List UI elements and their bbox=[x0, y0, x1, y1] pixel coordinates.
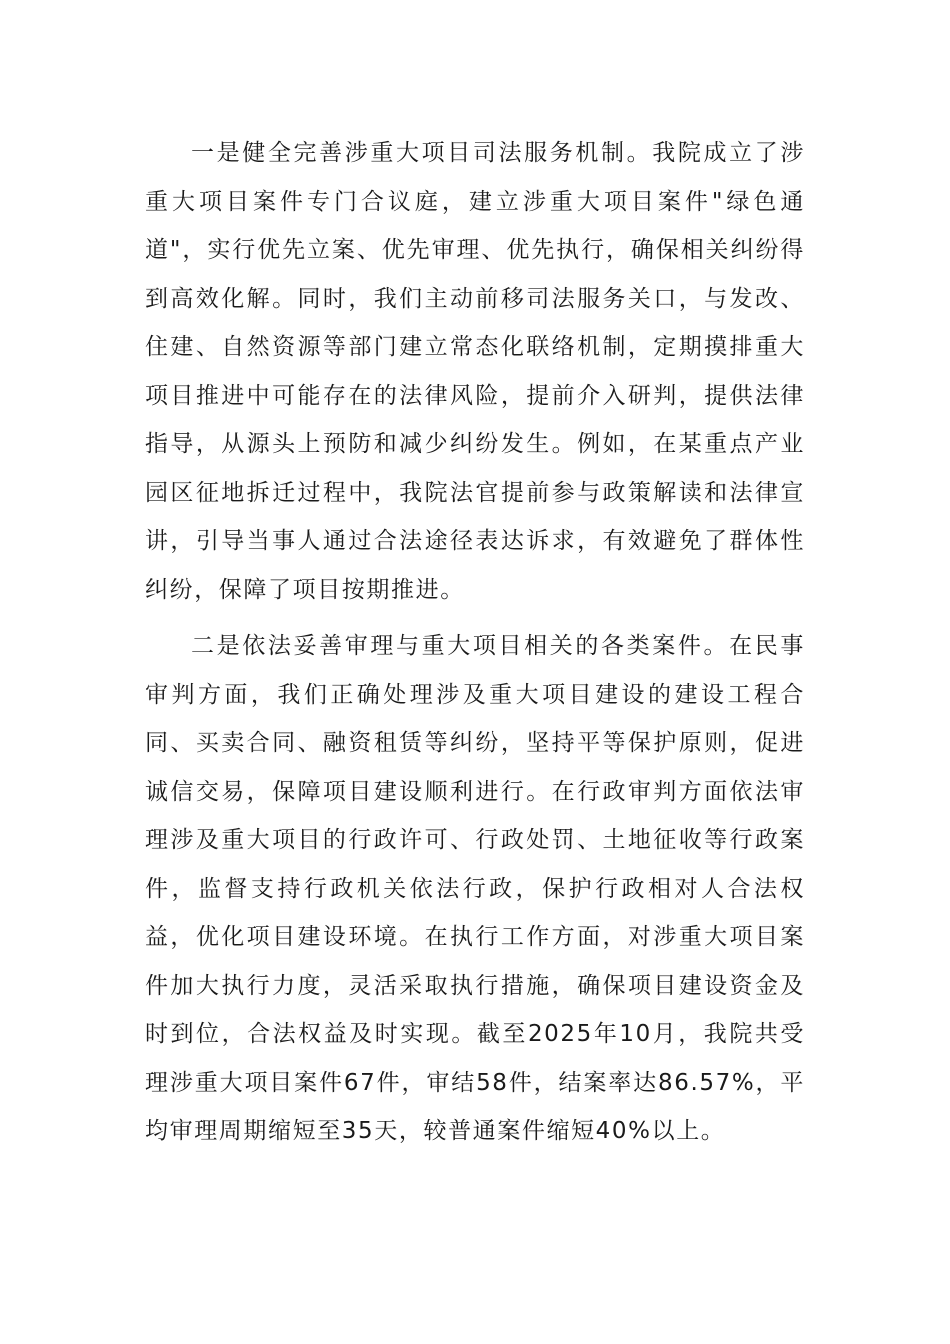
body-paragraph-1: 一是健全完善涉重大项目司法服务机制。我院成立了涉重大项目案件专门合议庭，建立涉重大项目案件"绿色通道"，实行优先立案、优先审理、优先执行，确保相关纠纷得到高效化解。同时，我们主动前移司法服务关口，与发改、住建、自然资源等部门建立常态化联络机制，定期摸排重大项目推进中可能存在的法律风险，提前介入研判，提供法律指导，从源头上预防和减少纠纷发生。例如，在某重点产业园区征地拆迁过程中，我院法官提前参与政策解读和法律宣讲，引导当事人通过合法途径表达诉求，有效避免了群体性纠纷，保障了项目按期推进。 bbox=[145, 140, 805, 603]
body-paragraph-2: 二是依法妥善审理与重大项目相关的各类案件。在民事审判方面，我们正确处理涉及重大项目建设的建设工程合同、买卖合同、融资租赁等纠纷，坚持平等保护原则，促进诚信交易，保障项目建设顺利进行。在行政审判方面依法审理涉及重大项目的行政许可、行政处罚、土地征收等行政案件，监督支持行政机关依法行政，保护行政相对人合法权益，优化项目建设环境。在执行工作方面，对涉重大项目案件加大执行力度，灵活采取执行措施，确保项目建设资金及时到位，合法权益及时实现。截至2025年10月，我院共受理涉重大项目案件67件，审结58件，结案率达86.57%，平均审理周期缩短至35天，较普通案件缩短40%以上。 bbox=[145, 633, 805, 1144]
